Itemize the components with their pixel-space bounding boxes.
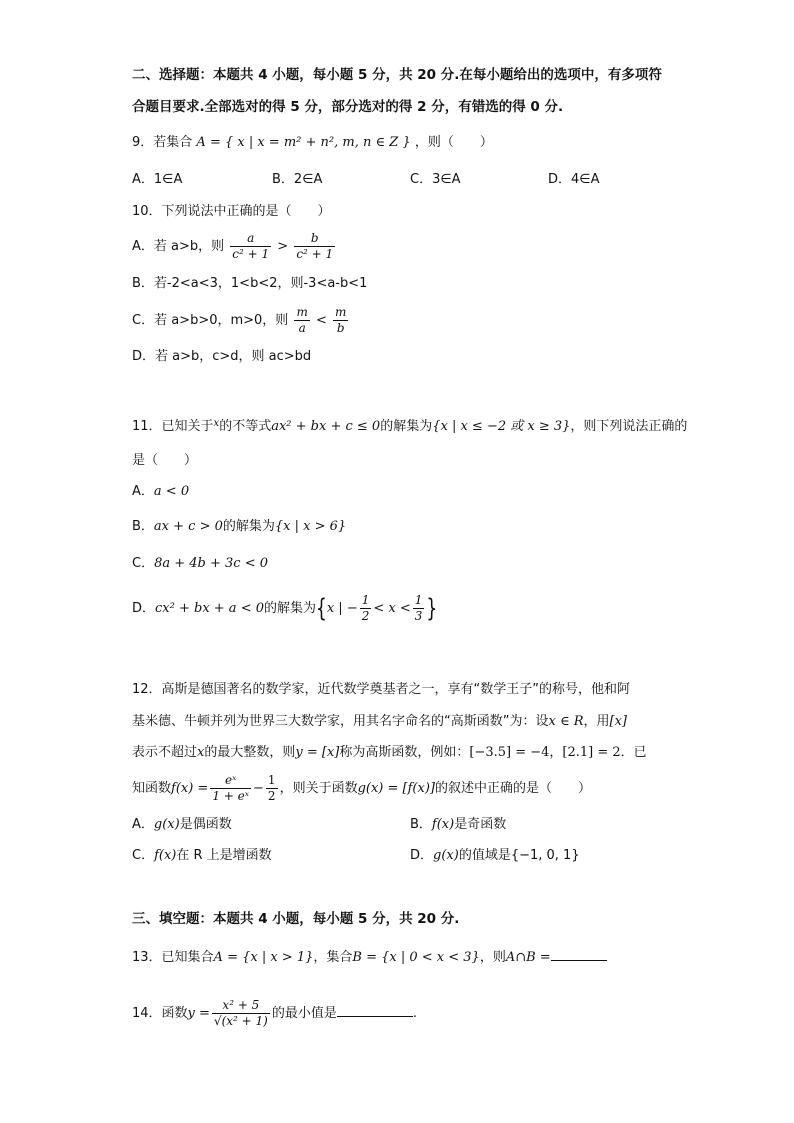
q11-stem-text-a: 11．已知关于 bbox=[132, 419, 214, 434]
q12-line1: 12．高斯是德国著名的数学家，近代数学奠基者之一，享有“数学王子”的称号，他和阿 bbox=[132, 682, 631, 697]
q12-line3-text-c: 称为高斯函数，例如： bbox=[339, 745, 470, 760]
q12-line2-math: x ∈ R bbox=[548, 714, 584, 729]
q9-option-a: A．1∈A bbox=[132, 172, 183, 187]
q10-a-fraction-2 bbox=[294, 231, 335, 262]
q12-line2-bracket: [x] bbox=[609, 714, 627, 729]
q12-d-math: g(x) bbox=[433, 848, 459, 863]
q11-option-d bbox=[132, 593, 437, 624]
q12-a-label: A． bbox=[132, 817, 154, 832]
section3-title: 三、填空题：本题共 4 小题，每小题 5 分，共 20 分. bbox=[132, 911, 460, 927]
q10-c-lt: < bbox=[315, 313, 327, 328]
section2-line1: 二、选择题：本题共 4 小题，每小题 5 分，共 20 分.在每小题给出的选项中，有多项符 bbox=[132, 67, 662, 83]
q13-answer-blank[interactable] bbox=[551, 946, 607, 961]
q10-c-fraction-2 bbox=[333, 305, 348, 336]
q14-end: . bbox=[412, 1006, 417, 1021]
q12-line3-text-e: ．已 bbox=[620, 745, 647, 760]
q12-line3-text-b: 的最大整数，则 bbox=[204, 745, 296, 760]
q12-option-c bbox=[132, 847, 272, 865]
q11-c-label: C． bbox=[132, 556, 155, 571]
q10-c-frac2-den: b bbox=[336, 321, 345, 335]
q12-line3-text-d: ， bbox=[549, 745, 563, 760]
q12-half-num: 1 bbox=[267, 773, 276, 787]
q14-text-a: 14．函数 bbox=[132, 1006, 188, 1021]
q12-c-math: f(x) bbox=[154, 848, 177, 863]
q12-line4-text-b: ，则关于函数 bbox=[279, 781, 358, 796]
q12-line2-text-a: 基米德、牛顿并列为世界三大数学家，用其名字命名的“高斯函数”为：设 bbox=[132, 714, 549, 729]
q11-d-brace-left: { bbox=[316, 594, 327, 623]
q10-option-c bbox=[132, 305, 350, 336]
q11-d-frac2-den: 3 bbox=[414, 609, 423, 623]
q10-a-frac2-den: c² + 1 bbox=[296, 247, 334, 261]
q12-frac-num: eˣ bbox=[210, 773, 251, 789]
q12-half-den: 2 bbox=[267, 789, 276, 803]
q13-text-b: ，集合 bbox=[313, 950, 353, 965]
q11-option-b bbox=[132, 518, 346, 536]
q12-fx: f(x) = bbox=[171, 781, 209, 796]
q12-d-label: D． bbox=[410, 848, 434, 863]
q11-b-label: B． bbox=[132, 519, 154, 534]
q11-stem-x: x bbox=[213, 418, 220, 429]
q12-example-2: [2.1] = 2 bbox=[562, 745, 621, 760]
q10-a-prefix: A．若 a>b，则 bbox=[132, 239, 225, 254]
q12-c-label: C． bbox=[132, 848, 155, 863]
q11-stem-line2: 是（ ） bbox=[132, 453, 198, 468]
q12-option-d bbox=[410, 847, 580, 865]
q12-minus: − bbox=[253, 781, 264, 796]
q12-b-math: f(x) bbox=[431, 817, 455, 832]
q11-d-math: cx² + bx + a < 0 bbox=[155, 601, 264, 616]
q13-intersection: A∩B = bbox=[505, 950, 551, 965]
q11-d-brace-right: } bbox=[426, 594, 438, 623]
q11-d-label: D． bbox=[132, 601, 156, 616]
q11-d-set-left: x | − bbox=[326, 601, 358, 616]
q11-a-label: A． bbox=[132, 484, 154, 499]
q10-c-prefix: C．若 a>b>0，m>0，则 bbox=[132, 313, 289, 328]
q12-gx: g(x) = [f(x)] bbox=[357, 781, 435, 796]
q14-answer-blank[interactable] bbox=[337, 1002, 413, 1017]
q11-inequality: ax² + bx + c ≤ 0 bbox=[271, 419, 381, 434]
q12-line3 bbox=[132, 744, 647, 762]
q11-d-frac1-num: 1 bbox=[361, 593, 370, 607]
q12-d-text: 的值域是{−1, 0, 1} bbox=[458, 848, 580, 863]
q12-line4-text-a: 知函数 bbox=[132, 781, 172, 796]
q10-a-frac1-num: a bbox=[230, 231, 271, 247]
q10-stem: 10．下列说法中正确的是（ ） bbox=[132, 204, 331, 219]
q11-d-tail: 的解集为 bbox=[264, 601, 317, 616]
q14-y: y = bbox=[187, 1006, 210, 1021]
q10-a-fraction-1 bbox=[230, 231, 271, 262]
q12-frac-den: 1 + eˣ bbox=[212, 789, 250, 803]
q9-stem bbox=[132, 134, 493, 152]
q10-a-frac1-den: c² + 1 bbox=[232, 247, 270, 261]
q14-frac-den: √(x² + 1) bbox=[213, 1014, 268, 1028]
q12-line2-text-b: ，用 bbox=[583, 714, 610, 729]
q12-example-1: [−3.5] = −4 bbox=[469, 745, 550, 760]
q14-fraction bbox=[212, 998, 270, 1029]
q11-a-math: a < 0 bbox=[153, 484, 190, 499]
q12-line4 bbox=[132, 773, 591, 804]
q12-line3-y: y = [x] bbox=[295, 745, 340, 760]
q11-b-math: ax + c > 0 bbox=[153, 519, 223, 534]
q11-d-fraction-2 bbox=[413, 593, 425, 624]
q11-stem-text-d: ，则下列说法正确的 bbox=[570, 419, 688, 434]
q10-a-gt: > bbox=[277, 239, 289, 254]
q12-c-text: 在 R 上是增函数 bbox=[176, 848, 272, 863]
q12-line2 bbox=[132, 713, 627, 731]
q13-text-a: 13．已知集合 bbox=[132, 950, 214, 965]
q12-fraction-ex bbox=[210, 773, 251, 804]
q9-number: 9．若集合 bbox=[132, 135, 193, 150]
q10-c-frac1-num: m bbox=[296, 305, 308, 319]
q11-stem-text-c: 的解集为 bbox=[380, 419, 433, 434]
q13-stem bbox=[132, 946, 607, 967]
q10-c-fraction-1 bbox=[294, 305, 309, 336]
q12-option-a bbox=[132, 816, 232, 834]
q11-d-mid: < x < bbox=[373, 601, 411, 616]
q12-fraction-half bbox=[266, 773, 278, 804]
q9-set: A = { x | x = m² + n², m, n ∈ Z } bbox=[196, 135, 411, 150]
q12-line4-text-c: 的叙述中正确的是（ ） bbox=[434, 781, 591, 796]
q11-d-frac1-den: 2 bbox=[361, 609, 370, 623]
q11-c-math: 8a + 4b + 3c < 0 bbox=[154, 556, 268, 571]
q12-b-text: 是奇函数 bbox=[454, 817, 507, 832]
q10-option-d: D．若 a>b，c>d，则 ac>bd bbox=[132, 349, 312, 364]
q13-text-c: ，则 bbox=[479, 950, 506, 965]
q11-stem-text-b: 的不等式 bbox=[219, 419, 272, 434]
q13-set-b: B = {x | 0 < x < 3} bbox=[352, 950, 480, 965]
q11-b-tail: 的解集为 bbox=[222, 519, 275, 534]
q9-tail: ，则（ ） bbox=[414, 135, 493, 150]
q13-set-a: A = {x | x > 1} bbox=[213, 950, 314, 965]
q12-option-b bbox=[410, 816, 506, 834]
q10-option-a bbox=[132, 231, 337, 262]
q11-d-frac2-num: 1 bbox=[414, 593, 423, 607]
q10-option-b: B．若-2<a<3，1<b<2，则-3<a-b<1 bbox=[132, 276, 368, 291]
q11-option-a bbox=[132, 483, 189, 501]
q12-a-math: g(x) bbox=[153, 817, 180, 832]
q12-line3-x: x bbox=[197, 745, 205, 760]
q10-c-frac1-den: a bbox=[298, 321, 306, 335]
q11-d-fraction-1 bbox=[360, 593, 372, 624]
q9-option-c: C．3∈A bbox=[410, 172, 461, 187]
q12-line3-text-a: 表示不超过 bbox=[132, 745, 198, 760]
q11-solution-set: {x | x ≤ −2 或 x ≥ 3} bbox=[432, 419, 571, 434]
q14-stem bbox=[132, 998, 417, 1029]
q12-b-label: B． bbox=[410, 817, 432, 832]
section2-line2: 合题目要求.全部选对的得 5 分，部分选对的得 2 分，有错选的得 0 分. bbox=[132, 99, 564, 115]
q10-c-frac2-num: m bbox=[335, 305, 347, 319]
q14-text-b: 的最小值是 bbox=[271, 1006, 337, 1021]
q9-option-d: D．4∈A bbox=[548, 172, 600, 187]
q11-stem-line1 bbox=[132, 415, 687, 436]
q14-frac-num: x² + 5 bbox=[212, 998, 270, 1014]
q11-option-c bbox=[132, 555, 268, 573]
q9-option-b: B．2∈A bbox=[272, 172, 323, 187]
q11-b-set: {x | x > 6} bbox=[274, 519, 347, 534]
q10-a-frac2-num: b bbox=[294, 231, 335, 247]
q12-a-text: 是偶函数 bbox=[179, 817, 232, 832]
